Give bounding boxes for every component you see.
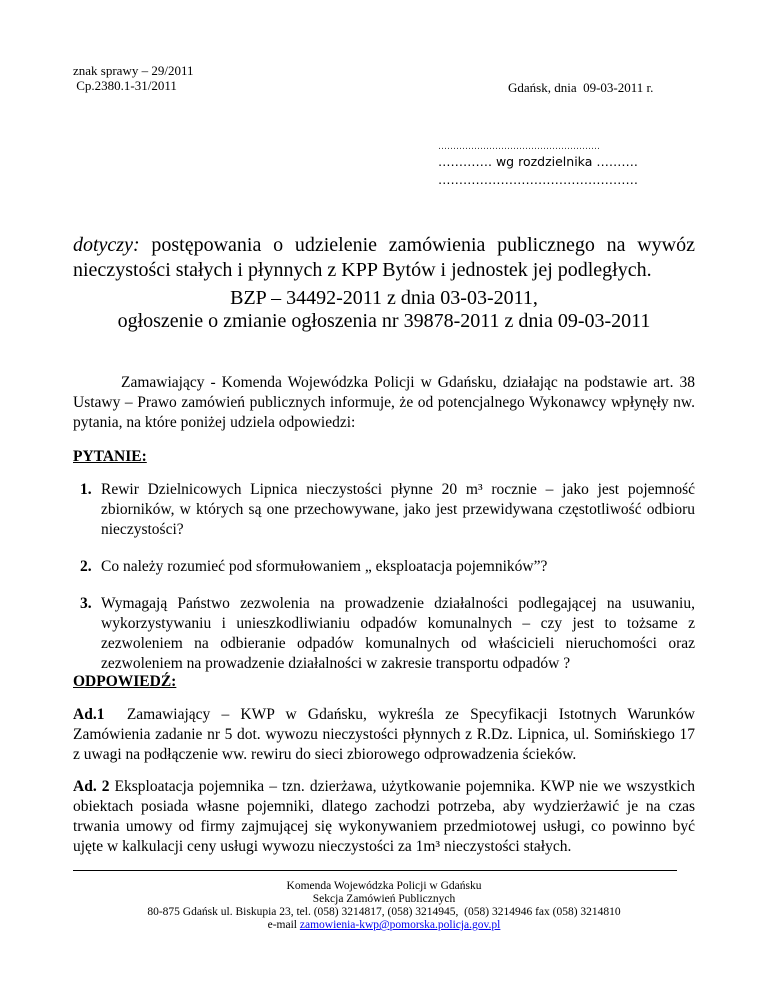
answer-1 xyxy=(73,705,699,765)
intro-paragraph xyxy=(73,373,695,433)
list-item xyxy=(73,557,695,577)
footer-email-prefix: e-mail xyxy=(267,919,300,931)
footer-section: Sekcja Zamówień Publicznych xyxy=(312,893,456,905)
question-text: Co należy rozumieć pod sformułowaniem „ eksploatacja pojemników”? xyxy=(101,558,548,575)
case-number: znak sprawy – 29/2011 xyxy=(73,63,194,78)
subject-line xyxy=(73,233,695,283)
question-text: Rewir Dzielnicowych Lipnica nieczystości płynne 20 m³ rocznie – jako jest pojemność zbiorników, w których są one przechowywane, jako jest przewidywana częstotliwość odbioru nieczystości? xyxy=(101,481,695,538)
recipient-line-1: …………. wg rozdzielnika ………. xyxy=(438,154,638,169)
footer-org: Komenda Wojewódzka Policji w Gdańsku xyxy=(286,880,482,892)
question-number: 1. xyxy=(80,481,92,498)
bzp-line-1: BZP – 34492-2011 z dnia 03-03-2011, xyxy=(230,287,538,309)
answer-2 xyxy=(73,777,695,857)
subject-text: postępowania o udzielenie zamówienia publicznego na wywóz nieczystości stałych i płynnych z KPP Bytów i jednostek jej podległych. xyxy=(73,234,695,281)
footer-email-line xyxy=(73,919,695,932)
answer-text: Zamawiający – KWP w Gdańsku, wykreśla ze Specyfikacji Istotnych Warunków Zamówienia zadanie nr 5 dot. wywozu nieczystości płynnych z R.Dz. Lipnica, ul. Somińskiego 17 z uwagi na podłączenie ww. rewiru do sieci zbiorowego odprowadzenia ścieków. xyxy=(73,706,699,763)
bzp-reference xyxy=(73,287,695,333)
recipient-block xyxy=(438,141,638,189)
footer-address: 80-875 Gdańsk ul. Biskupia 23, tel. (058) 3214817, (058) 3214945, (058) 3214946 fax (058) 3214810 xyxy=(147,906,621,918)
case-code: Cp.2380.1-31/2011 xyxy=(73,78,177,93)
question-text: Wymagają Państwo zezwolenia na prowadzenie działalności podlegającej na usuwaniu, wykorzystywaniu i unieszkodliwianiu odpadów komunalnych – czy jest to tożsame z zezwoleniem na odbieranie odpadów komunalnych od właścicieli nieruchomości oraz zezwoleniem na prowadzenie działalności w zakresie transportu odpadów ? xyxy=(101,595,695,672)
questions-heading: PYTANIE: xyxy=(73,448,147,465)
answers-heading: ODPOWIEDŹ: xyxy=(73,673,177,690)
list-item xyxy=(73,594,695,674)
answer-label: Ad. 2 xyxy=(73,778,110,795)
footer xyxy=(73,880,695,932)
case-reference xyxy=(73,63,193,93)
place-date: Gdańsk, dnia 09-03-2011 r. xyxy=(508,80,654,95)
question-number: 2. xyxy=(80,558,92,575)
recipient-dots: ……………………………………………… xyxy=(438,142,600,152)
subject-label: dotyczy: xyxy=(73,234,140,256)
answer-text: Eksploatacja pojemnika – tzn. dzierżawa, użytkowanie pojemnika. KWP nie we wszystkich obiektach posiada własne pojemniki, dlatego zachodzi potrzeba, aby wydzierżawić je na czas trwania umowy od firmy zajmującej się wykonywaniem przedmiotowej usługi, co powinno być ujęte w kalkulacji ceny usługi wywozu nieczystości za 1m³ nieczystości stałych. xyxy=(73,778,695,855)
footer-divider xyxy=(73,870,677,871)
question-number: 3. xyxy=(80,595,92,612)
bzp-line-2: ogłoszenie o zmianie ogłoszenia nr 39878-2011 z dnia 09-03-2011 xyxy=(117,310,651,332)
list-item xyxy=(73,480,695,540)
email-link[interactable]: zamowienia-kwp@pomorska.policja.gov.pl xyxy=(299,919,501,931)
answer-label: Ad.1 xyxy=(73,706,105,723)
questions-list xyxy=(73,480,695,691)
intro-text: Zamawiający - Komenda Wojewódzka Policji w Gdańsku, działając na podstawie art. 38 Ustawy – Prawo zamówień publicznych informuje, że od potencjalnego Wykonawcy wpłynęły nw. pytania, na które poniżej udziela odpowiedzi: xyxy=(73,374,695,431)
recipient-line-2: ………………………………………… xyxy=(438,172,638,187)
